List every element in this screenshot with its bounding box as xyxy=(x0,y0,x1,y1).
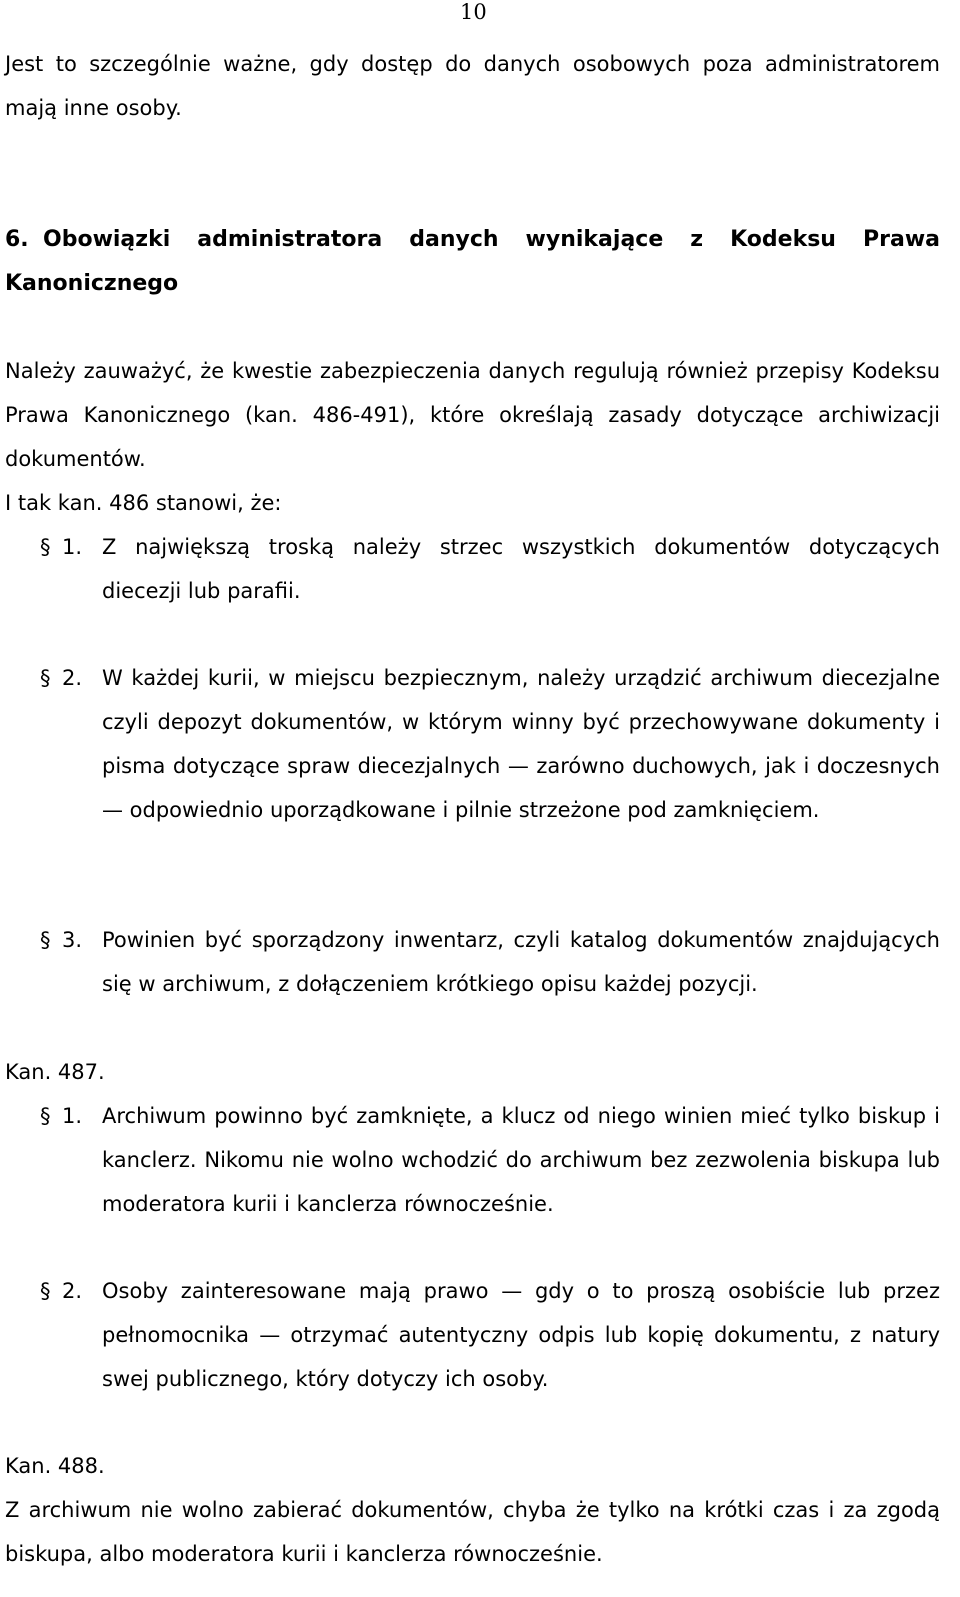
section-sign: § xyxy=(40,666,51,690)
paragraph-number: 2. xyxy=(62,666,83,690)
page-number: 10 xyxy=(460,0,487,24)
section-sign: § xyxy=(40,535,51,559)
section-sign: § xyxy=(40,928,51,952)
kan-486-par-1 xyxy=(40,525,940,613)
paragraph-number: 2. xyxy=(62,1279,83,1303)
section-sign: § xyxy=(40,1104,51,1128)
paragraph-number: 1. xyxy=(62,1104,83,1128)
kan-487-par-2 xyxy=(40,1269,940,1401)
kan-486-intro: I tak kan. 486 stanowi, że: xyxy=(5,491,282,515)
paragraph-number: 1. xyxy=(62,535,83,559)
paragraph-text: W każdej kurii, w miejscu bezpiecznym, należy urządzić archiwum diecezjalne czyli depozyt dokumentów, w którym winny być przechowywane dokumenty i pisma dotyczące spraw diecezjalnych — zarówno duchowych, jak i doczesnych — odpowiednio uporządkowane i pilnie strzeżone pod zamknięciem. xyxy=(102,666,940,822)
paragraph-text: Z największą troską należy strzec wszystkich dokumentów dotyczących diecezji lub parafii. xyxy=(102,535,940,603)
paragraph-canon-law: Należy zauważyć, że kwestie zabezpieczenia danych regulują również przepisy Kodeksu Prawa Kanonicznego (kan. 486-491), które określają zasady dotyczące archiwizacji dokumentów. xyxy=(5,359,940,471)
intro-paragraph: Jest to szczególnie ważne, gdy dostęp do danych osobowych poza administratorem mają inne osoby. xyxy=(5,52,940,120)
section-sign: § xyxy=(40,1279,51,1303)
kan-487-par-1 xyxy=(40,1094,940,1226)
paragraph-text: Archiwum powinno być zamknięte, a klucz od niego winien mieć tylko biskup i kanclerz. Nikomu nie wolno wchodzić do archiwum bez zezwolenia biskupa lub moderatora kurii i kanclerza równocześnie. xyxy=(102,1104,940,1216)
section-number: 6. xyxy=(5,227,29,252)
section-heading xyxy=(5,218,940,306)
section-title: Obowiązki administratora danych wynikające z Kodeksu Prawa Kanonicznego xyxy=(5,227,940,296)
kan-488-title: Kan. 488. xyxy=(5,1454,105,1478)
kan-488-text: Z archiwum nie wolno zabierać dokumentów, chyba że tylko na krótki czas i za zgodą biskupa, albo moderatora kurii i kanclerza równocześnie. xyxy=(5,1498,940,1566)
paragraph-text: Powinien być sporządzony inwentarz, czyli katalog dokumentów znajdujących się w archiwum, z dołączeniem krótkiego opisu każdej pozycji. xyxy=(102,928,940,996)
kan-486-par-2 xyxy=(40,656,940,832)
kan-486-par-3 xyxy=(40,918,940,1006)
kan-487-title: Kan. 487. xyxy=(5,1060,105,1084)
paragraph-text: Osoby zainteresowane mają prawo — gdy o to proszą osobiście lub przez pełnomocnika — otrzymać autentyczny odpis lub kopię dokumentu, z natury swej publicznego, który dotyczy ich osoby. xyxy=(102,1279,940,1391)
paragraph-number: 3. xyxy=(62,928,83,952)
